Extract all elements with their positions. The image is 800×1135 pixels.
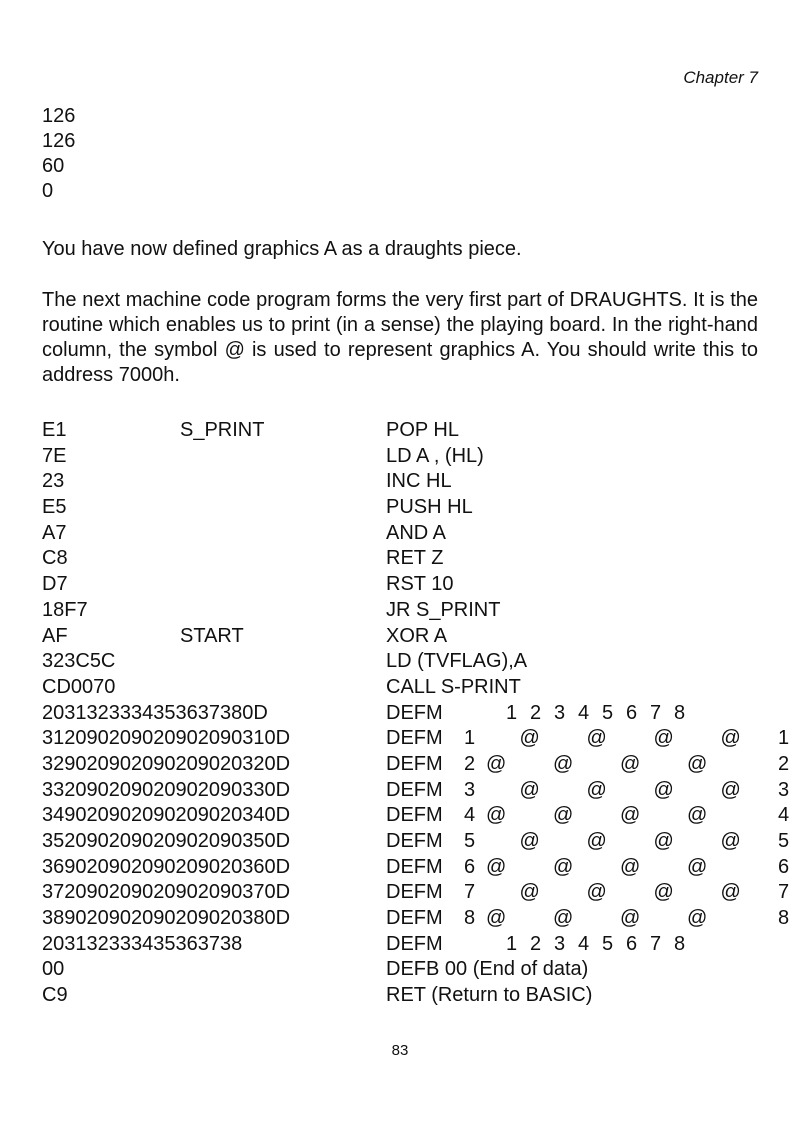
board-label: 5 bbox=[602, 932, 614, 955]
board-label: 4 bbox=[578, 701, 590, 724]
code-instruction: INC HL bbox=[386, 470, 452, 493]
code-row bbox=[42, 546, 758, 572]
paragraph-program-intro: The next machine code program forms the very first part of DRAUGHTS. It is the routine which enables us to print (in a sense) the playing board. In the right-hand column, the symbol @ is used to represent graphics A. You should write this to address 7000h. bbox=[42, 289, 758, 386]
board-label: 2 bbox=[464, 752, 476, 775]
code-row bbox=[42, 444, 758, 470]
code-row bbox=[42, 495, 758, 521]
code-row bbox=[42, 572, 758, 598]
draughts-piece: @ bbox=[486, 752, 507, 775]
code-instruction: RST 10 bbox=[386, 573, 454, 596]
code-hex: 332090209020902090330D bbox=[42, 778, 291, 801]
defm-keyword: DEFM bbox=[386, 778, 443, 801]
code-hex: 23 bbox=[42, 470, 65, 493]
code-row bbox=[42, 649, 758, 675]
code-hex: 372090209020902090370D bbox=[42, 881, 291, 904]
draughts-piece: @ bbox=[553, 804, 574, 827]
code-instruction: LD A , (HL) bbox=[386, 444, 484, 467]
board-row bbox=[42, 752, 790, 778]
number-list bbox=[42, 104, 75, 204]
defm-keyword: DEFM bbox=[386, 830, 443, 852]
draughts-piece: @ bbox=[486, 804, 507, 827]
code-row bbox=[42, 469, 758, 495]
board-label: 2 bbox=[778, 752, 790, 775]
draughts-piece: @ bbox=[519, 727, 540, 750]
draughts-piece: @ bbox=[687, 804, 708, 827]
board-label: 7 bbox=[650, 932, 662, 955]
board-label: 1 bbox=[778, 727, 790, 750]
board-label: 3 bbox=[778, 778, 790, 801]
board-label: 5 bbox=[602, 701, 614, 724]
code-row bbox=[42, 983, 758, 1009]
code-hex: 369020902090209020360D bbox=[42, 855, 291, 878]
code-hex: 203132333435363738 bbox=[42, 932, 243, 955]
board-label: 3 bbox=[554, 701, 566, 724]
draughts-piece: @ bbox=[720, 778, 741, 801]
code-hex: D7 bbox=[42, 573, 68, 596]
board-label: 6 bbox=[626, 932, 638, 955]
draughts-piece: @ bbox=[620, 752, 641, 775]
number-line: 126 bbox=[42, 105, 76, 127]
board-label: 6 bbox=[626, 701, 638, 724]
board-row bbox=[42, 855, 790, 881]
draughts-piece: @ bbox=[653, 830, 674, 852]
board-row bbox=[42, 906, 790, 932]
draughts-piece: @ bbox=[620, 907, 641, 930]
code-instruction: POP HL bbox=[386, 419, 459, 441]
code-hex: 7E bbox=[42, 444, 67, 467]
code-row bbox=[42, 418, 758, 444]
code-instruction: RET Z bbox=[386, 547, 444, 570]
defm-keyword: DEFM bbox=[386, 701, 443, 724]
code-hex: CD0070 bbox=[42, 675, 116, 698]
board-label: 3 bbox=[464, 778, 476, 801]
code-row bbox=[42, 598, 758, 624]
draughts-piece: @ bbox=[586, 727, 607, 750]
board-label: 6 bbox=[464, 855, 476, 878]
board-label: 1 bbox=[506, 701, 518, 724]
board-label: 8 bbox=[464, 907, 476, 930]
board-label: 8 bbox=[778, 907, 790, 930]
draughts-piece: @ bbox=[553, 855, 574, 878]
draughts-piece: @ bbox=[586, 830, 607, 852]
code-listing bbox=[42, 418, 790, 1009]
page-number: 83 bbox=[391, 1042, 409, 1059]
draughts-piece: @ bbox=[519, 830, 540, 852]
draughts-piece: @ bbox=[687, 855, 708, 878]
code-hex: 312090209020902090310D bbox=[42, 727, 291, 750]
board-row bbox=[42, 726, 790, 752]
number-line: 126 bbox=[42, 130, 76, 152]
code-instruction: DEFB 00 (End of data) bbox=[386, 958, 589, 981]
code-hex: C9 bbox=[42, 984, 68, 1007]
board-label: 1 bbox=[506, 932, 518, 955]
draughts-piece: @ bbox=[687, 752, 708, 775]
code-hex: A7 bbox=[42, 521, 67, 544]
board-label: 6 bbox=[778, 855, 790, 878]
draughts-piece: @ bbox=[720, 727, 741, 750]
code-hex: 18F7 bbox=[42, 598, 88, 621]
board-label: 5 bbox=[778, 830, 790, 852]
board-label: 5 bbox=[464, 830, 476, 852]
board-label: 4 bbox=[578, 932, 590, 955]
board-label: 4 bbox=[464, 804, 476, 827]
paragraph-graphics-defined: You have now defined graphics A as a draughts piece. bbox=[42, 238, 522, 260]
board-row bbox=[42, 880, 790, 906]
code-hex: C8 bbox=[42, 547, 68, 570]
board-label: 1 bbox=[464, 727, 476, 750]
board-label: 8 bbox=[674, 932, 686, 955]
draughts-piece: @ bbox=[586, 881, 607, 904]
code-instruction: PUSH HL bbox=[386, 496, 473, 519]
board-row bbox=[42, 778, 790, 804]
board-label: 2 bbox=[530, 932, 542, 955]
draughts-piece: @ bbox=[486, 907, 507, 930]
defm-keyword: DEFM bbox=[386, 727, 443, 750]
defm-keyword: DEFM bbox=[386, 932, 443, 955]
board-label: 7 bbox=[650, 701, 662, 724]
code-label: S_PRINT bbox=[180, 419, 265, 441]
defm-keyword: DEFM bbox=[386, 907, 443, 930]
board-label: 4 bbox=[778, 804, 790, 827]
draughts-piece: @ bbox=[720, 830, 741, 852]
code-hex: 349020902090209020340D bbox=[42, 804, 291, 827]
board-label: 2 bbox=[530, 701, 542, 724]
draughts-piece: @ bbox=[586, 778, 607, 801]
code-instruction: AND A bbox=[386, 521, 447, 544]
chapter-header: Chapter 7 bbox=[683, 68, 758, 87]
code-hex: 2031323334353637380D bbox=[42, 701, 268, 724]
code-row bbox=[42, 957, 758, 983]
code-hex: 389020902090209020380D bbox=[42, 907, 291, 930]
code-row bbox=[42, 521, 758, 547]
code-hex: 329020902090209020320D bbox=[42, 752, 291, 775]
code-row bbox=[42, 624, 758, 650]
code-instruction: JR S_PRINT bbox=[386, 598, 501, 621]
defm-keyword: DEFM bbox=[386, 804, 443, 827]
draughts-piece: @ bbox=[519, 881, 540, 904]
code-instruction: RET (Return to BASIC) bbox=[386, 984, 593, 1007]
defm-keyword: DEFM bbox=[386, 752, 443, 775]
board-label: 7 bbox=[464, 881, 476, 904]
board-label: 8 bbox=[674, 701, 686, 724]
number-line: 60 bbox=[42, 155, 65, 177]
code-hex: 323C5C bbox=[42, 650, 116, 673]
draughts-piece: @ bbox=[653, 881, 674, 904]
draughts-piece: @ bbox=[486, 855, 507, 878]
board-row bbox=[42, 932, 758, 958]
draughts-piece: @ bbox=[620, 855, 641, 878]
code-instruction: LD (TVFLAG),A bbox=[386, 650, 528, 673]
draughts-piece: @ bbox=[653, 727, 674, 750]
code-hex: 352090209020902090350D bbox=[42, 830, 291, 852]
board-label: 7 bbox=[778, 881, 790, 904]
draughts-piece: @ bbox=[720, 881, 741, 904]
code-instruction: CALL S-PRINT bbox=[386, 675, 521, 698]
draughts-piece: @ bbox=[553, 907, 574, 930]
code-hex: AF bbox=[42, 624, 68, 647]
code-row bbox=[42, 675, 758, 701]
defm-keyword: DEFM bbox=[386, 855, 443, 878]
board-row bbox=[42, 829, 790, 855]
draughts-piece: @ bbox=[653, 778, 674, 801]
board-row bbox=[42, 803, 790, 829]
board-row bbox=[42, 701, 758, 727]
code-hex: E5 bbox=[42, 496, 67, 519]
draughts-piece: @ bbox=[519, 778, 540, 801]
code-hex: 00 bbox=[42, 958, 65, 981]
draughts-piece: @ bbox=[553, 752, 574, 775]
code-label: START bbox=[180, 624, 244, 647]
code-hex: E1 bbox=[42, 419, 67, 441]
number-line: 0 bbox=[42, 180, 54, 202]
board-label: 3 bbox=[554, 932, 566, 955]
code-instruction: XOR A bbox=[386, 624, 448, 647]
draughts-piece: @ bbox=[620, 804, 641, 827]
defm-keyword: DEFM bbox=[386, 881, 443, 904]
draughts-piece: @ bbox=[687, 907, 708, 930]
